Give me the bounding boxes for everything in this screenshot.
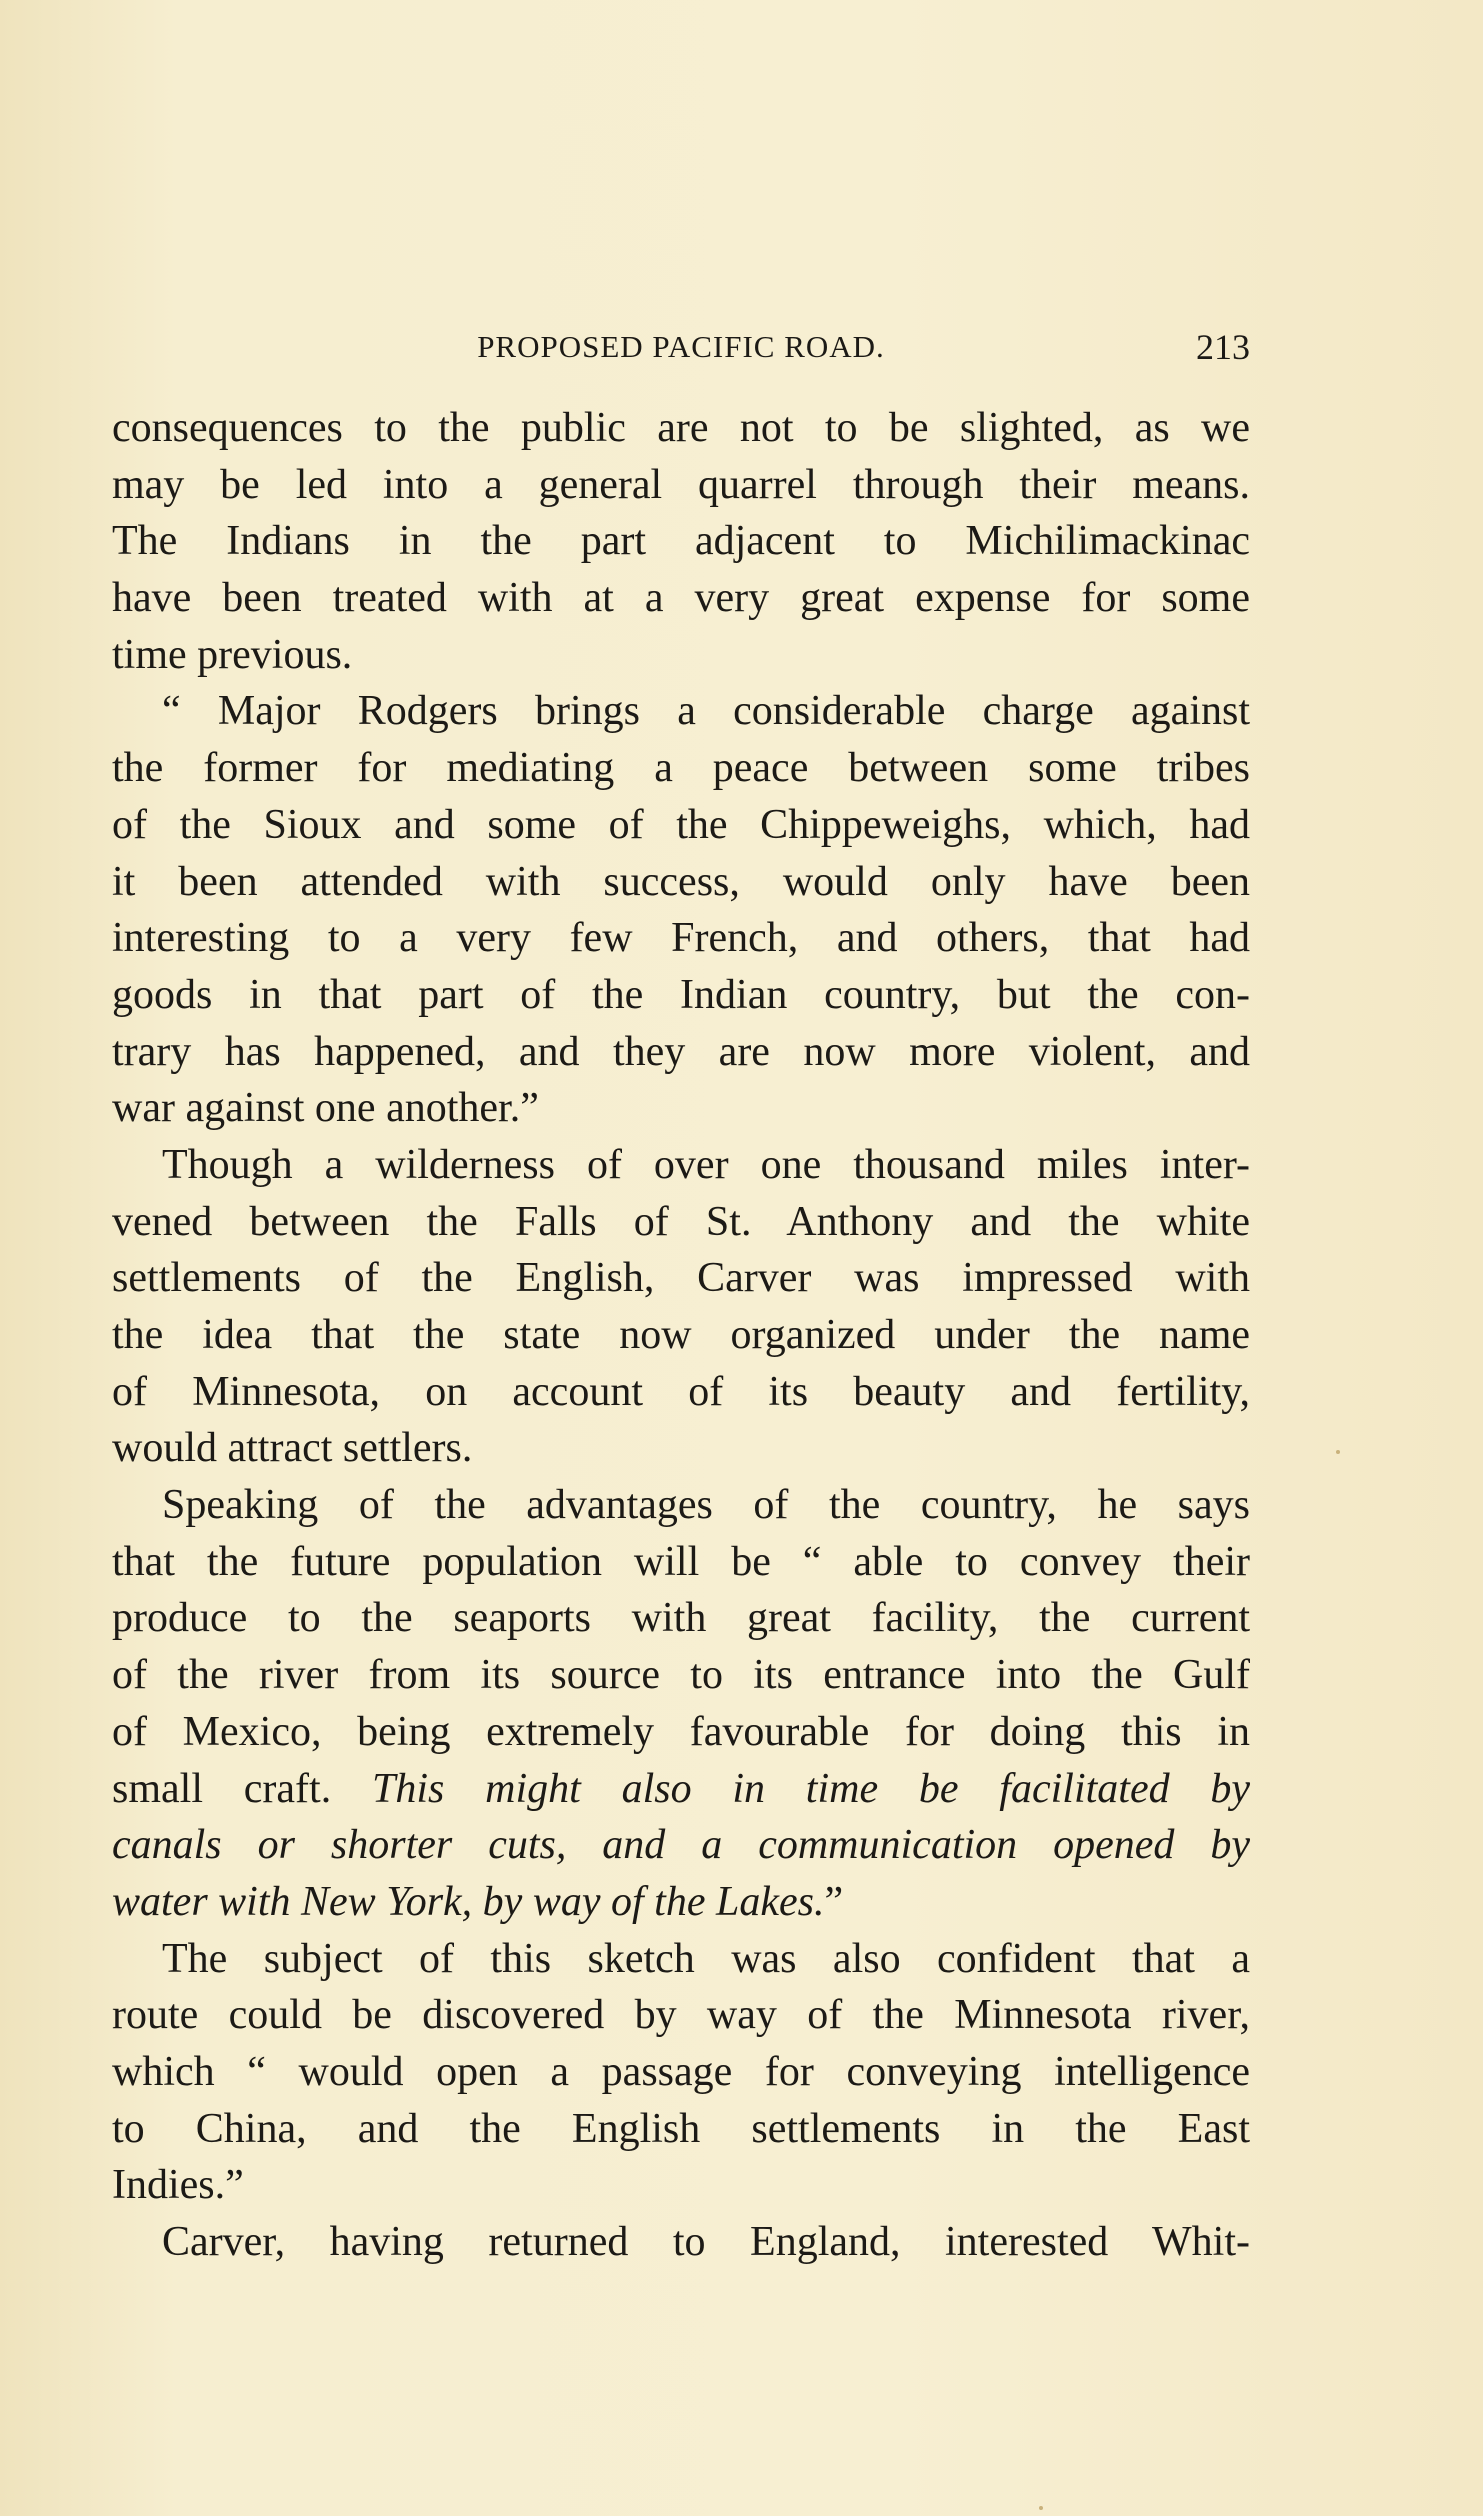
text-line: may be led into a general quarrel through their means. [112, 461, 1250, 508]
paper-speck [1336, 1450, 1340, 1454]
text-line: consequences to the public are not to be slighted, as we [112, 405, 1250, 451]
italic-text: This might also in time be facilitated by [371, 1765, 1251, 1812]
text-line: of the Sioux and some of the Chippeweighs, which, had [112, 801, 1250, 848]
text-line: have been treated with at a very great expense for some [112, 575, 1250, 622]
text-line: route could be discovered by way of the Minnesota river, [112, 1992, 1250, 2039]
text-line: “ Major Rodgers brings a considerable charge against [162, 688, 1250, 735]
text-line: Speaking of the advantages of the country, he says [162, 1482, 1250, 1529]
page-number: 213 [1196, 327, 1250, 367]
text-line: of Minnesota, on account of its beauty and fertility, [112, 1368, 1250, 1415]
text-line: of Mexico, being extremely favourable for doing this in [112, 1708, 1250, 1755]
italic-text-line: canals or shorter cuts, and a communication opened by [112, 1822, 1250, 1869]
page-header [112, 322, 1250, 372]
closing-quote: ” [824, 1878, 844, 1925]
italic-text: water with New York, by way of the Lakes. [112, 1878, 825, 1925]
text-line: that the future population will be “ able to convey their [112, 1538, 1250, 1585]
text-line: The subject of this sketch was also confident that a [162, 1935, 1250, 1982]
text-line: goods in that part of the Indian country, but the con- [112, 971, 1250, 1018]
roman-text: small craft. [112, 1765, 332, 1812]
text-line: interesting to a very few French, and others, that had [112, 915, 1250, 962]
text-line: time previous. [112, 631, 353, 678]
text-line: of the river from its source to its entrance into the Gulf [112, 1652, 1250, 1699]
text-line: trary has happened, and they are now more violent, and [112, 1028, 1250, 1075]
body-text [112, 400, 1250, 2271]
text-line: Carver, having returned to England, interested Whit- [162, 2219, 1250, 2265]
text-line: would attract settlers. [112, 1425, 473, 1472]
text-line: The Indians in the part adjacent to Michilimackinac [112, 518, 1250, 565]
running-head: PROPOSED PACIFIC ROAD. [477, 329, 885, 364]
text-line: to China, and the English settlements in the East [112, 2105, 1250, 2152]
text-line: vened between the Falls of St. Anthony and the white [112, 1198, 1250, 1245]
text-line: produce to the seaports with great facility, the current [112, 1595, 1250, 1642]
text-line: Indies.” [112, 2162, 244, 2209]
text-line-mixed [112, 1874, 1250, 1931]
text-line: it been attended with success, would only have been [112, 858, 1250, 905]
paper-speck [1039, 2506, 1043, 2510]
text-line: Though a wilderness of over one thousand miles inter- [162, 1141, 1250, 1188]
text-line: settlements of the English, Carver was impressed with [112, 1255, 1250, 1302]
text-line: the idea that the state now organized under the name [112, 1312, 1250, 1358]
text-line: which “ would open a passage for conveying intelligence [112, 2048, 1250, 2095]
text-line: the former for mediating a peace between some tribes [112, 745, 1250, 792]
text-line: war against one another.” [112, 1085, 539, 1132]
text-line-mixed [112, 1761, 1250, 1818]
